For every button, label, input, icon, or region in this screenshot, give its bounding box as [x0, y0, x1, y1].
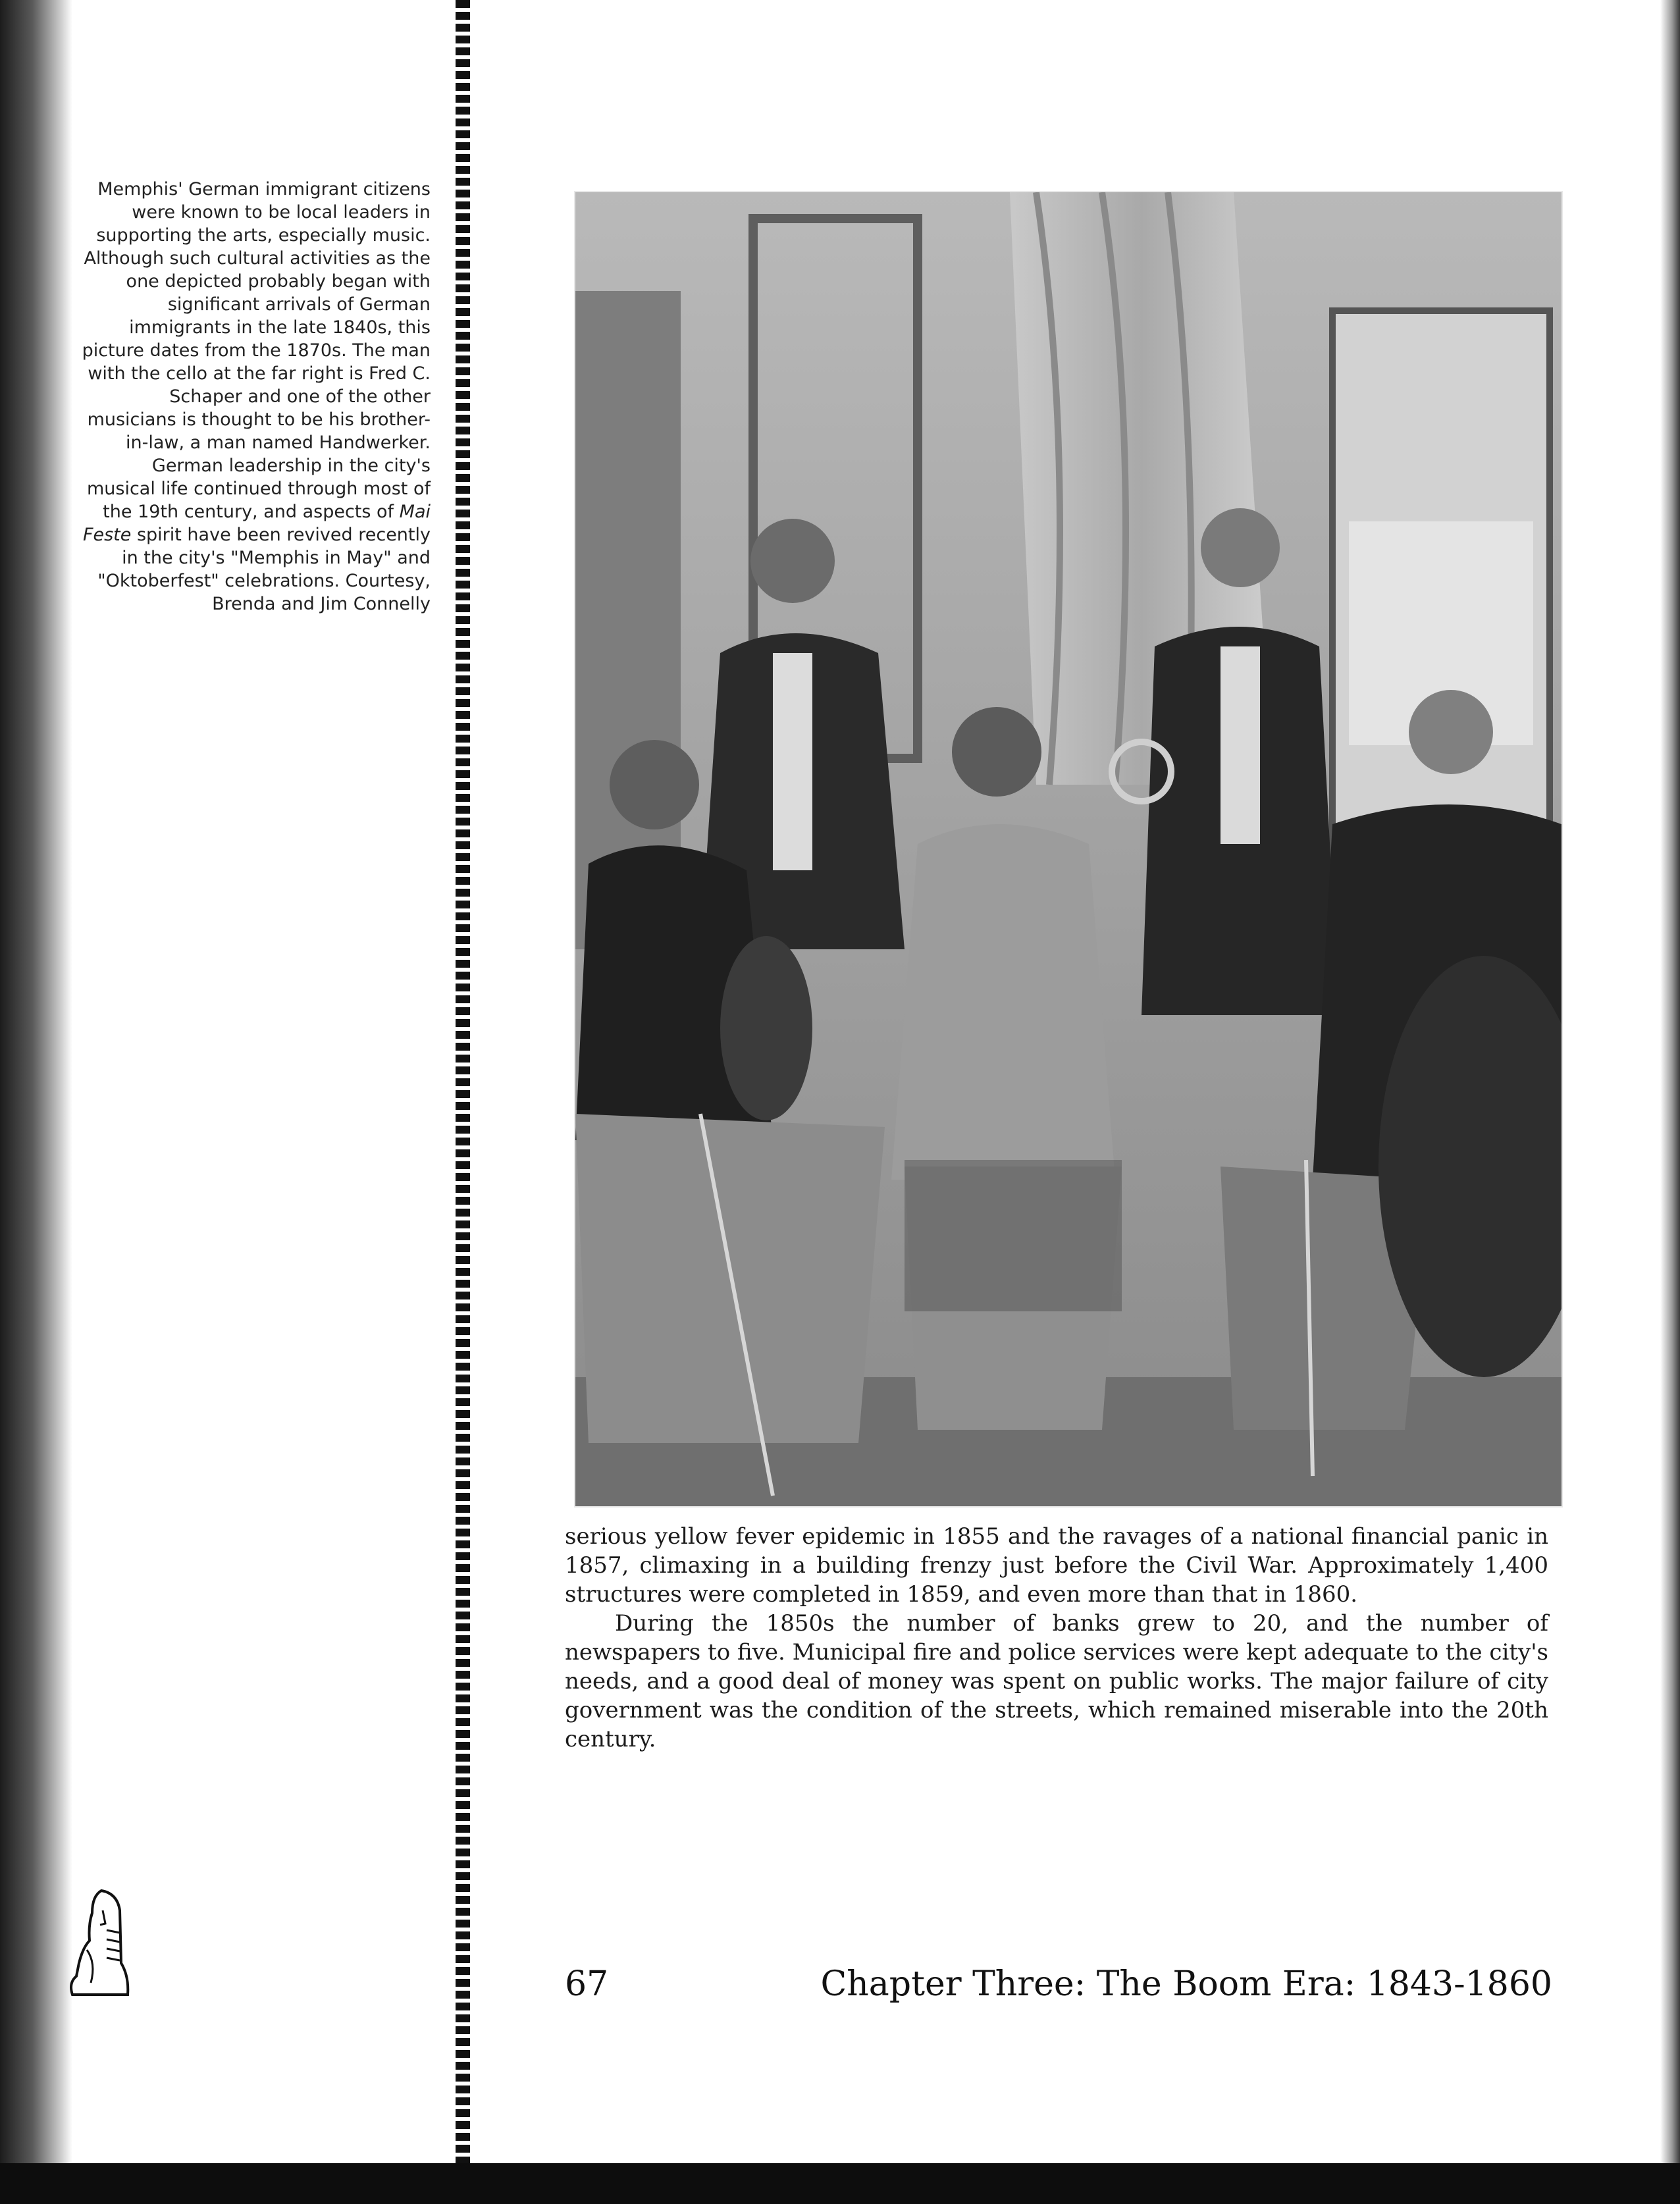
page-right-edge: [1660, 0, 1680, 2204]
page-number: 67: [565, 1964, 609, 2004]
running-head: Chapter Three: The Boom Era: 1843-1860: [820, 1964, 1552, 2004]
photograph-illustration: [575, 192, 1562, 1506]
dashed-divider-rule: [456, 0, 470, 2163]
caption-text-start: Memphis' German immigrant citizens were known to be local leaders in supporting the arts, especially music. Although such cultural activities as the one depicted probably began with significant arrivals of German immigrants in the late 1840s, this picture dates from the 1870s. The man with the cello at the far right is Fred C. Schaper and one of the other musicians is thought to be his brother-in-law, a man named Handwerker. German leadership in the city's musical life continued through most of the 19th century, and aspects of: [82, 179, 431, 522]
figure-logo-icon: [63, 1884, 137, 2003]
body-paragraph-2: During the 1850s the number of banks grew to 20, and the number of newspapers to five. Municipal fire and police services were kept adequate to the city's needs, and a good deal of money was spent on public works. The major failure of city government was the condition of the streets, which remained miserable into the 20th century.: [565, 1610, 1548, 1752]
caption-text-end: spirit have been revived recently in the city's "Memphis in May" and "Oktoberfest" celebrations. Courtesy, Brenda and Jim Connelly: [97, 525, 431, 614]
caption-emphasis: Mai Feste: [82, 502, 431, 545]
photo-caption: [79, 178, 431, 616]
body-text: [565, 1522, 1548, 1754]
body-paragraph-1: serious yellow fever epidemic in 1855 and the ravages of a national financial panic in 1857, climaxing in a building frenzy just before the Civil War. Approximately 1,400 structures were completed in 1859, and even more than that in 1860.: [565, 1523, 1548, 1608]
scan-bottom-band: [0, 2163, 1680, 2204]
musicians-photograph: [574, 191, 1563, 1508]
page-gutter-shadow: [0, 0, 72, 2204]
